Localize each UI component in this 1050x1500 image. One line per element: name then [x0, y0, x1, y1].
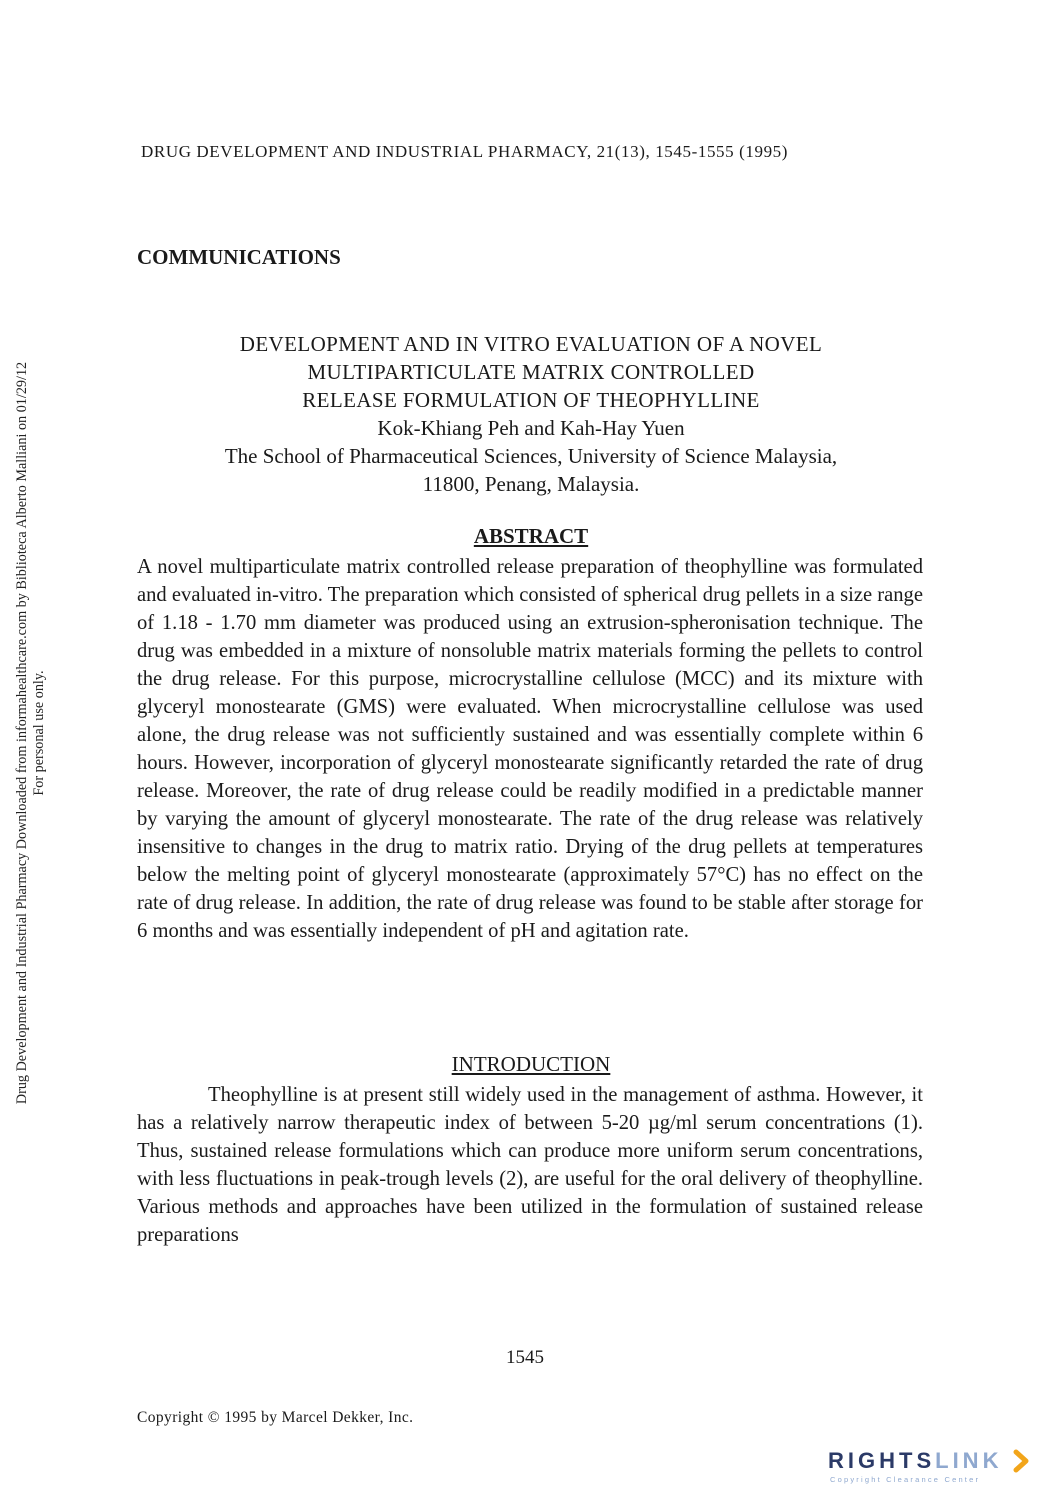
rightslink-logo-graphic — [828, 1440, 1038, 1488]
article-title-block — [120, 330, 942, 498]
logo-tagline: Copyright Clearance Center — [830, 1475, 981, 1484]
copyright-notice: Copyright © 1995 by Marcel Dekker, Inc. — [137, 1409, 414, 1426]
abstract-heading: ABSTRACT — [473, 524, 589, 548]
logo-link: LINK — [935, 1448, 1003, 1473]
page-number: 1545 — [506, 1347, 544, 1368]
introduction-body: Theophylline is at present still widely used in the management of asthma. However, it has a relatively narrow therapeutic index of between 5-20 µg/ml serum concentrations (1). Thus, sustained release formulations which can produce more uniform serum concentrations, with less fluctuations in peak-trough levels (2), are useful for the oral delivery of theophylline. Various methods and approaches have been utilized in the formulation of sustained release preparations — [137, 1084, 923, 1246]
affiliation-line: The School of Pharmaceutical Sciences, University of Science Malaysia, — [224, 444, 838, 468]
article-title-line: MULTIPARTICULATE MATRIX CONTROLLED — [307, 360, 755, 384]
svg-text:RIGHTSLINK — [828, 1448, 1002, 1473]
rightslink-logo[interactable] — [828, 1440, 1038, 1488]
logo-arrow-icon — [1016, 1452, 1026, 1470]
article-title-line: RELEASE FORMULATION OF THEOPHYLLINE — [302, 388, 760, 412]
journal-header: DRUG DEVELOPMENT AND INDUSTRIAL PHARMACY, 21(13), 1545-1555 (1995) — [141, 142, 789, 161]
article-title-line: DEVELOPMENT AND IN VITRO EVALUATION OF A NOVEL — [239, 332, 823, 356]
introduction-heading: INTRODUCTION — [451, 1052, 611, 1076]
affiliation-line: 11800, Penang, Malaysia. — [422, 472, 640, 496]
watermark-line: Drug Development and Industrial Pharmacy Downloaded from informahealthcare.com by Biblioteca Alberto Malliani on 01/29/12 — [14, 361, 30, 1105]
download-watermark — [14, 303, 48, 1163]
section-label: COMMUNICATIONS — [137, 245, 341, 269]
watermark-line: For personal use only. — [31, 670, 47, 796]
authors: Kok-Khiang Peh and Kah-Hay Yuen — [377, 416, 685, 440]
abstract-body: A novel multiparticulate matrix controlled release preparation of theophylline was formulated and evaluated in-vitro. The preparation which consisted of spherical drug pellets in a size range of 1.18 - 1.70 mm diameter was produced using an extrusion-spheronisation technique. The drug was embedded in a mixture of nonsoluble matrix materials forming the pellets to control the drug release. For this purpose, microcrystalline cellulose (MCC) and its mixture with glyceryl monostearate (GMS) were evaluated. When microcrystalline cellulose was used alone, the drug release was not sufficiently sustained and was essentially complete within 6 hours. However, incorporation of glyceryl monostearate significantly retarded the rate of drug release. Moreover, the rate of drug release could be readily modified in a predictable manner by varying the amount of glyceryl monostearate. The rate of the drug release was relatively insensitive to changes in the drug to matrix ratio. Drying of the drug pellets at temperatures below the melting point of glyceryl monostearate (approximately 57°C) has no effect on the rate of drug release. In addition, the rate of drug release was found to be stable after storage for 6 months and was essentially independent of pH and agitation rate. — [137, 556, 923, 942]
logo-rights: RIGHTS — [828, 1448, 936, 1473]
